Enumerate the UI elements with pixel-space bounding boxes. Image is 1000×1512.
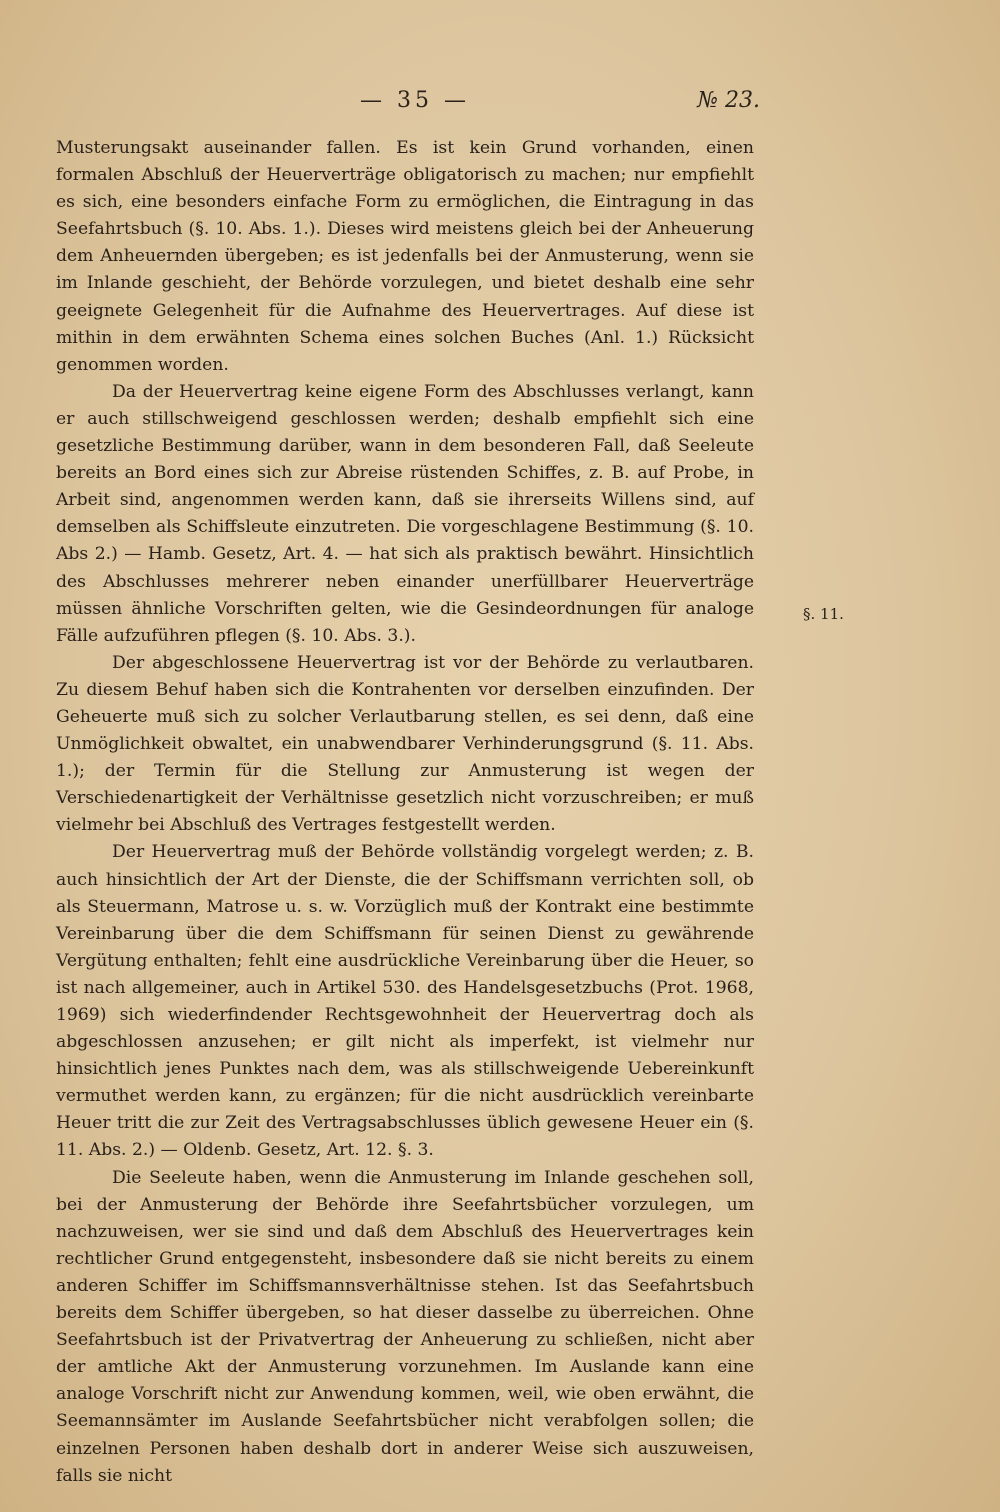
document-number: № 23. [697,88,760,113]
margin-section-note: §. 11. [803,605,844,623]
body-text [56,135,754,1490]
paragraph-continued: Musterungsakt auseinander fallen. Es ist kein Grund vorhanden, einen formalen Abschluß der Heuerverträge obligatorisch zu machen; nur empfiehlt es sich, eine besonders einfache Form zu ermöglichen, die Eintragung in das Seefahrtsbuch (§. 10. Abs. 1.). Dieses wird meistens gleich bei der Anheuerung dem Anheuernden übergeben; es ist jedenfalls bei der Anmusterung, wenn sie im Inlande geschieht, der Behörde vorzulegen, und bietet deshalb eine sehr geeignete Gelegenheit für die Aufnahme des Heuervertrages. Auf diese ist mithin in dem erwähnten Schema eines solchen Buches (Anl. 1.) Rücksicht genommen worden. [56,138,754,375]
paragraph: Da der Heuervertrag keine eigene Form des Abschlusses verlangt, kann er auch stillschweigend geschlossen werden; deshalb empfiehlt sich eine gesetzliche Bestimmung darüber, wann in dem besonderen Fall, daß Seeleute bereits an Bord eines sich zur Abreise rüstenden Schiffes, z. B. auf Probe, in Arbeit sind, angenommen werden kann, daß sie ihrerseits Willens sind, auf demselben als Schiffsleute einzutreten. Die vorgeschlagene Bestimmung (§. 10. Abs 2.) — Hamb. Gesetz, Art. 4. — hat sich als praktisch bewährt. Hinsichtlich des Abschlusses mehrerer neben einander unerfüllbarer Heuerverträge müssen ähnliche Vorschriften gelten, wie die Gesindeordnungen für analoge Fälle aufzuführen pflegen (§. 10. Abs. 3.). [56,381,754,646]
paragraph: Der Heuervertrag muß der Behörde vollständig vorgelegt werden; z. B. auch hinsichtlich der Art der Dienste, die der Schiffsmann verrichten soll, ob als Steuermann, Matrose u. s. w. Vorzüglich muß der Kontrakt eine bestimmte Vereinbarung über die dem Schiffsmann für seinen Dienst zu gewährende Vergütung enthalten; fehlt eine ausdrückliche Vereinbarung über die Heuer, so ist nach allgemeiner, auch in Artikel 530. des Handelsgesetzbuchs (Prot. 1968, 1969) sich wiederfindender Rechtsgewohnheit der Heuervertrag doch als abgeschlossen anzusehen; er gilt nicht als imperfekt, ist vielmehr nur hinsichtlich jenes Punktes nach dem, was als stillschweigende Uebereinkunft vermuthet werden kann, zu ergänzen; für die nicht ausdrücklich vereinbarte Heuer tritt die zur Zeit des Vertragsabschlusses üblich gewesene Heuer ein (§. 11. Abs. 2.) — Oldenb. Gesetz, Art. 12. §. 3. [56,842,754,1161]
paragraph: Der abgeschlossene Heuervertrag ist vor der Behörde zu verlautbaren. Zu diesem Behuf haben sich die Kontrahenten vor derselben einzufinden. Der Geheuerte muß sich zu solcher Verlautbarung stellen, es sei denn, daß eine Unmöglichkeit obwaltet, ein unabwendbarer Verhinderungsgrund (§. 11. Abs. 1.); der Termin für die Stellung zur Anmusterung ist wegen der Verschiedenartigkeit der Verhältnisse gesetzlich nicht vorzuschreiben; er muß vielmehr bei Abschluß des Vertrages festgestellt werden. [56,652,754,836]
page-header [60,88,760,124]
paragraph: Die Seeleute haben, wenn die Anmusterung im Inlande geschehen soll, bei der Anmusterung der Behörde ihre Seefahrtsbücher vorzulegen, um nachzuweisen, wer sie sind und daß dem Abschluß des Heuervertrages kein rechtlicher Grund entgegensteht, insbesondere daß sie nicht bereits zu einem anderen Schiffer im Schiffsmannsverhältnisse stehen. Ist das Seefahrtsbuch bereits dem Schiffer übergeben, so hat dieser dasselbe zu überreichen. Ohne Seefahrtsbuch ist der Privatvertrag der Anheuerung zu schließen, nicht aber der amtliche Akt der Anmusterung vorzunehmen. Im Auslande kann eine analoge Vorschrift nicht zur Anwendung kommen, weil, wie oben erwähnt, die Seemannsämter im Auslande Seefahrtsbücher nicht verabfolgen sollen; die einzelnen Personen haben deshalb dort in anderer Weise sich auszuweisen, falls sie nicht [56,1167,754,1486]
page-number: — 35 — [360,88,470,113]
